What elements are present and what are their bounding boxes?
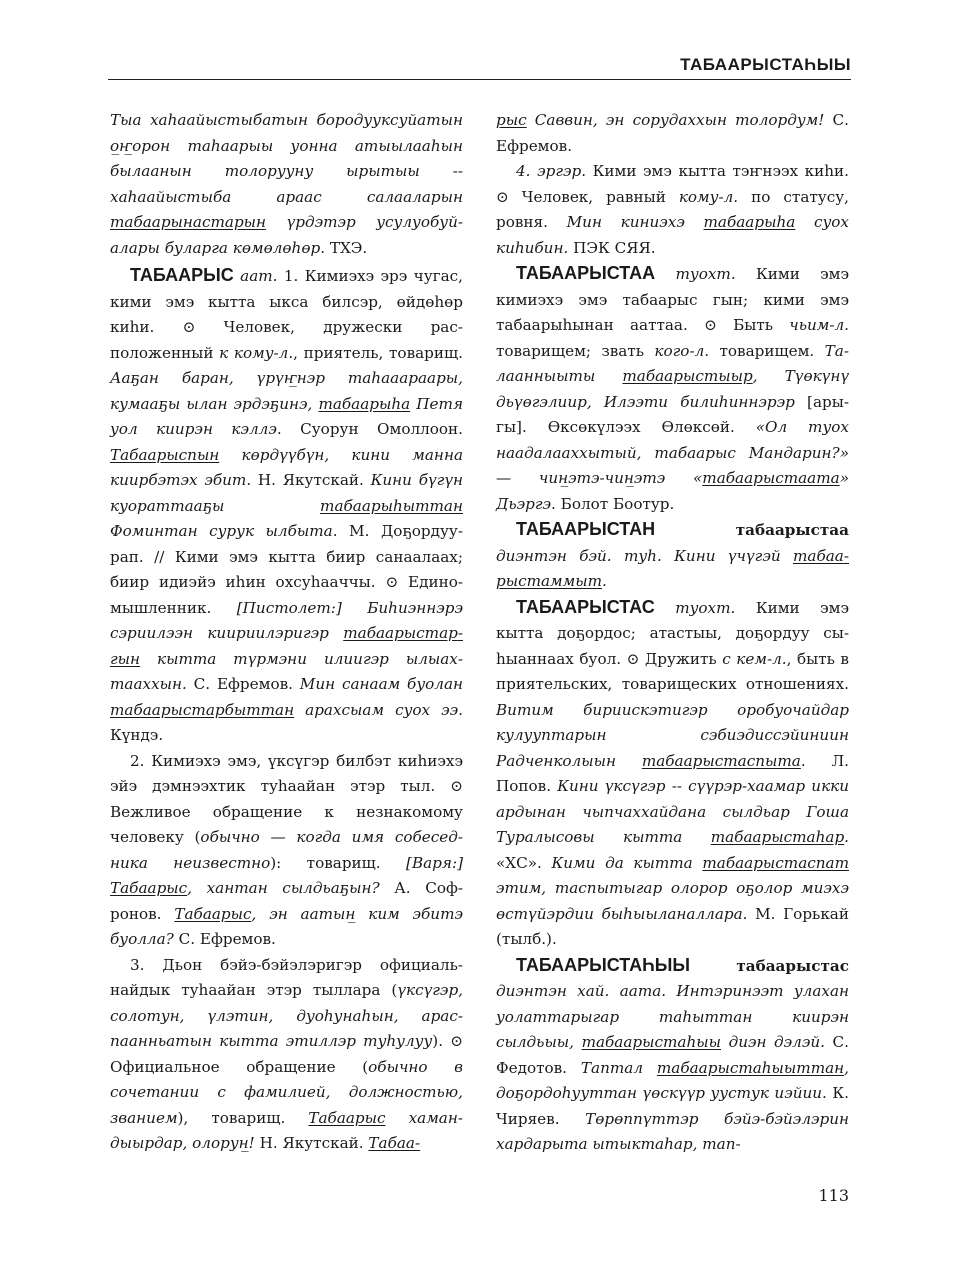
bullet-icon: ⊙	[621, 649, 645, 668]
sense-3	[110, 953, 463, 1157]
headword-form: Табаа-	[368, 1134, 421, 1152]
translation: , быть в приятельских, товарищеских отношениях.	[496, 649, 849, 693]
headword-form: табаарыһа	[318, 394, 411, 413]
headword-form: Табаарыс	[174, 904, 252, 923]
example-text: этим, таспытыгар олорор оҕолор миэхэ өстүйэрдии быһыыланаллара.	[496, 879, 849, 923]
example-text: суох киһибин.	[496, 213, 849, 257]
continued-paragraph	[110, 108, 463, 261]
headword-form: табаарыстаргын	[110, 624, 463, 668]
example-text: диэн дэлэй.	[721, 1033, 825, 1051]
source: М. Горькай (тылб.).	[496, 904, 849, 948]
example-text: , эн аатын̲ ким эбитэ буолла?	[110, 904, 463, 948]
example-text: .	[844, 828, 849, 846]
source: «ХС».	[496, 853, 542, 872]
example-text: Кини үчүгэй	[661, 546, 793, 565]
example-text: кытта түрмэни илиигэр ылыахтаахxын.	[110, 649, 463, 693]
translation-note: обычно — когда имя собеседника неизвестно	[110, 828, 463, 872]
example-text: Кими да кытта	[541, 853, 703, 872]
headword-form: табаарыстаһыы	[581, 1033, 721, 1051]
example-text: Мин киниэхэ	[547, 213, 704, 231]
definition: ).	[432, 1032, 444, 1050]
entry-tabaarys	[110, 263, 463, 749]
example-text: Саввин, эн сорудаххын толордум!	[526, 111, 825, 129]
source: С. Ефремов.	[186, 675, 293, 693]
left-column	[110, 108, 463, 1157]
definition: // Кими эмэ кытта биир санаалаах; биир идиэйэ иһин охсуһааччы.	[110, 547, 463, 591]
definition: Кими эмэ кытта тэҥнээх киһи.	[586, 162, 849, 180]
headword-form: Табаарыс	[308, 1108, 386, 1127]
translation: Человек, дружески расположенный	[110, 318, 463, 362]
source: С. Ефремов.	[496, 111, 849, 155]
translation: Официальное обращение (	[110, 1057, 369, 1076]
source: Күндэ.	[110, 726, 164, 744]
source: Л. Попов.	[496, 751, 849, 795]
example-text: Витим бириискэтигэр оробуочайдар кулууптарын сэбиэдиссэйиниин Радченколыын	[496, 700, 849, 770]
bullet-icon: ⊙	[435, 777, 463, 795]
headword-form: табаарыстарбыттан	[110, 700, 295, 719]
definition: диэнтэн бэй. туһ.	[496, 546, 662, 565]
headword-form: табаарынастарын	[110, 213, 267, 231]
entry-tabaarystan	[496, 517, 849, 595]
headword: ТАБААРЫСТАҺЫЫ	[516, 954, 691, 975]
sense-4	[496, 159, 849, 261]
translation: Человек, равный	[521, 187, 679, 206]
headword-form: табаарыстыыр	[622, 367, 753, 385]
cross-reference: табаарыстас	[690, 956, 849, 975]
headword-form: табаарыстаммыт	[496, 546, 849, 590]
headword-form: табаарыстаата	[702, 469, 840, 487]
translation: Единомышленник.	[110, 573, 463, 617]
example-text: Ааҕан баран, үрүҥ̲нэр таһааараары, кумааҕы ылан эрдэҕинэ,	[110, 369, 463, 413]
headword: ТАБААРЫСТАС	[516, 596, 655, 617]
translation-note: к кому-л.	[219, 343, 294, 362]
headword: ТАБААРЫС	[130, 265, 234, 285]
running-head: ТАБААРЫСТАҺЫЫ	[680, 55, 851, 74]
example-text: .	[602, 572, 607, 590]
translation: ): товарищ.	[270, 853, 381, 872]
bullet-icon: ⊙	[443, 1032, 463, 1050]
translation: Дружить	[644, 649, 723, 668]
headword-form: табаарыһыттан	[320, 496, 463, 515]
headword: ТАБААРЫСТАА	[516, 263, 656, 283]
headword: ТАБААРЫСТАН	[516, 519, 656, 539]
translation-note: кому-л.	[678, 187, 739, 206]
example-text: Талаанныыты	[496, 341, 850, 385]
example-text: [арыгы].	[496, 392, 849, 436]
sense-label: 4. эргэр.	[516, 162, 587, 180]
example-text: [Пистолет:]	[211, 598, 368, 617]
source: М. Доҕордуурап.	[110, 522, 464, 566]
source: ТХЭ.	[325, 238, 368, 257]
translation: ), товарищ.	[177, 1108, 286, 1127]
translation: товарищем; звать	[496, 341, 655, 360]
header-rule	[108, 79, 851, 80]
example-text: .	[800, 751, 806, 770]
source: Н. Якутскай.	[251, 471, 364, 489]
bullet-icon: ⊙	[496, 187, 522, 206]
example-text: Тыа хаһаайыстыбатын бородууксуйатын о̲ҥ̲орон таһаарыы уонна атыылааһын былаанын толорууну ырытыы -- хаһаайыстыба араас салааларын	[110, 111, 463, 206]
example-text: Интэринээт улахан уолаттарыгар таһыттан киирэн сылдьыы,	[496, 982, 849, 1051]
example-text: Кини бүгүн куораттааҕы	[110, 471, 463, 515]
headword-form: табаарыһа	[703, 213, 796, 231]
headword-form: Табаарыс	[110, 879, 188, 897]
translation: Вежливое обращение к незнакомому человеку (	[110, 802, 463, 846]
translation-note: кого-л.	[654, 341, 710, 360]
example-text: Фоминтан сурук ылбыта.	[110, 522, 338, 540]
definition: диэнтэн хай. аата.	[496, 982, 667, 1000]
example-text: [Варя:]	[380, 853, 463, 872]
source: Суорун Омоллоон.	[281, 420, 463, 438]
source: Болот Боотур.	[555, 494, 675, 513]
right-column	[496, 108, 849, 1158]
definition: 3. Дьон бэйэ-бэйэлэригэр официальнайдык туһаайан этэр тыллара (	[110, 955, 463, 999]
translation: по статусу, ровня.	[496, 187, 849, 231]
example-text: Биһиэннэрэ сэриилээн киириилэригэр	[110, 598, 463, 642]
page-number: 113	[818, 1186, 849, 1205]
grammar-label: аат.	[233, 267, 278, 285]
source: К. Чиряев.	[496, 1084, 849, 1128]
headword-form: табаарыстаспат	[702, 853, 849, 872]
definition: Кими эмэ кытта доҕордос; атастыы, доҕордуу сыһыаннаах буол.	[496, 598, 849, 668]
source: Н. Якутскай.	[254, 1134, 364, 1152]
headword-form: табаарыстаһыыттан	[656, 1058, 845, 1077]
bullet-icon: ⊙	[154, 318, 224, 336]
example-text: » Дьэргэ.	[496, 469, 849, 513]
sense-2	[110, 749, 463, 953]
source: А. Софронов.	[110, 879, 464, 923]
translation-note: обычно в сочетании с фамилией, должностью, званием	[110, 1057, 463, 1127]
example-text: хамандыырдар, олорун̲!	[110, 1108, 463, 1152]
entry-tabaarystaa	[496, 261, 849, 517]
headword-form: табаарыстаһар	[710, 828, 845, 846]
example-text: Төрөппүттэр бэйэ-бэйэлэрин хардарыта ытыктаһар, тап-	[496, 1109, 849, 1153]
translation-note: чьим-л.	[789, 316, 849, 334]
example-text: , хантан сылдьаҕын?	[187, 879, 380, 897]
entry-tabaarystas	[496, 595, 849, 953]
example-text: , Түөкүнү дьүөгэлиир, Илээти билиһиннэрэр	[496, 367, 849, 411]
translation-note: с кем-л.	[722, 649, 787, 668]
translation: , приятель, товарищ.	[293, 343, 463, 362]
definition: 1. Кимиэхэ эрэ чугас, кими эмэ кытта ыкса билсэр, өйдөһөр киһи.	[110, 267, 463, 336]
grammar-label: туохт.	[655, 265, 736, 283]
example-text: Кини үксүгэр -- сүүрэр-хаамар икки ардынан чыпчаххайдана сылдьар Гоша Туралысовы кытта	[496, 777, 849, 846]
entry-tabaarystahyy	[496, 953, 849, 1158]
translation: товарищем.	[709, 341, 815, 360]
example-text: Петя уол киирэн кэллэ.	[110, 394, 463, 438]
cross-reference: табаарыстаа	[655, 521, 849, 539]
source: ПЭК СЯЯ.	[568, 238, 656, 257]
example-text: , доҕордоһууттан үөскүүр уустук иэйии.	[496, 1058, 849, 1102]
bullet-icon: ⊙	[375, 573, 409, 591]
definition: 2. Кимиэхэ эмэ, үксүгэр билбэт киһиэхэ эйэ дэмнээхтик туһаайан этэр тыл.	[110, 751, 463, 795]
continued-example	[496, 108, 849, 159]
source: С. Федотов.	[496, 1033, 849, 1077]
example-text: «Ол туох наадалааххытый, табаарыс Мандарин?» — чин̲этэ-чин̲этэ «	[496, 418, 849, 487]
headword-form: табаарыстаспыта	[641, 751, 801, 770]
grammar-label: туохт.	[654, 598, 736, 617]
source: Өксөкүлээх Өлөксөй.	[526, 418, 735, 436]
example-text: Мин санаам буолан	[292, 675, 463, 693]
headword-form: рыс	[496, 111, 527, 129]
example-text: үрдэтэр усулуобуйалары буларга көмөлөһөр.	[110, 213, 463, 257]
headword-form: Табаарыспын	[110, 445, 220, 464]
example-text: арахсыам суох ээ.	[294, 700, 463, 719]
bullet-icon: ⊙	[687, 316, 734, 334]
definition-note: үксүгэр, солотун, үлэтин, дуоһунаһын, араспаанньатын кытта этиллэр туһулуу	[110, 981, 463, 1050]
translation: Быть	[733, 316, 790, 334]
example-text: Таптал	[567, 1058, 657, 1077]
source: С. Ефремов.	[173, 930, 276, 948]
definition: Кими эмэ кимиэхэ эмэ табаарыс гын; кими эмэ табаарыһынан ааттаа.	[496, 265, 849, 334]
example-text: көрдүүбүн, кини манна киирбэтэх эбит.	[110, 445, 463, 489]
